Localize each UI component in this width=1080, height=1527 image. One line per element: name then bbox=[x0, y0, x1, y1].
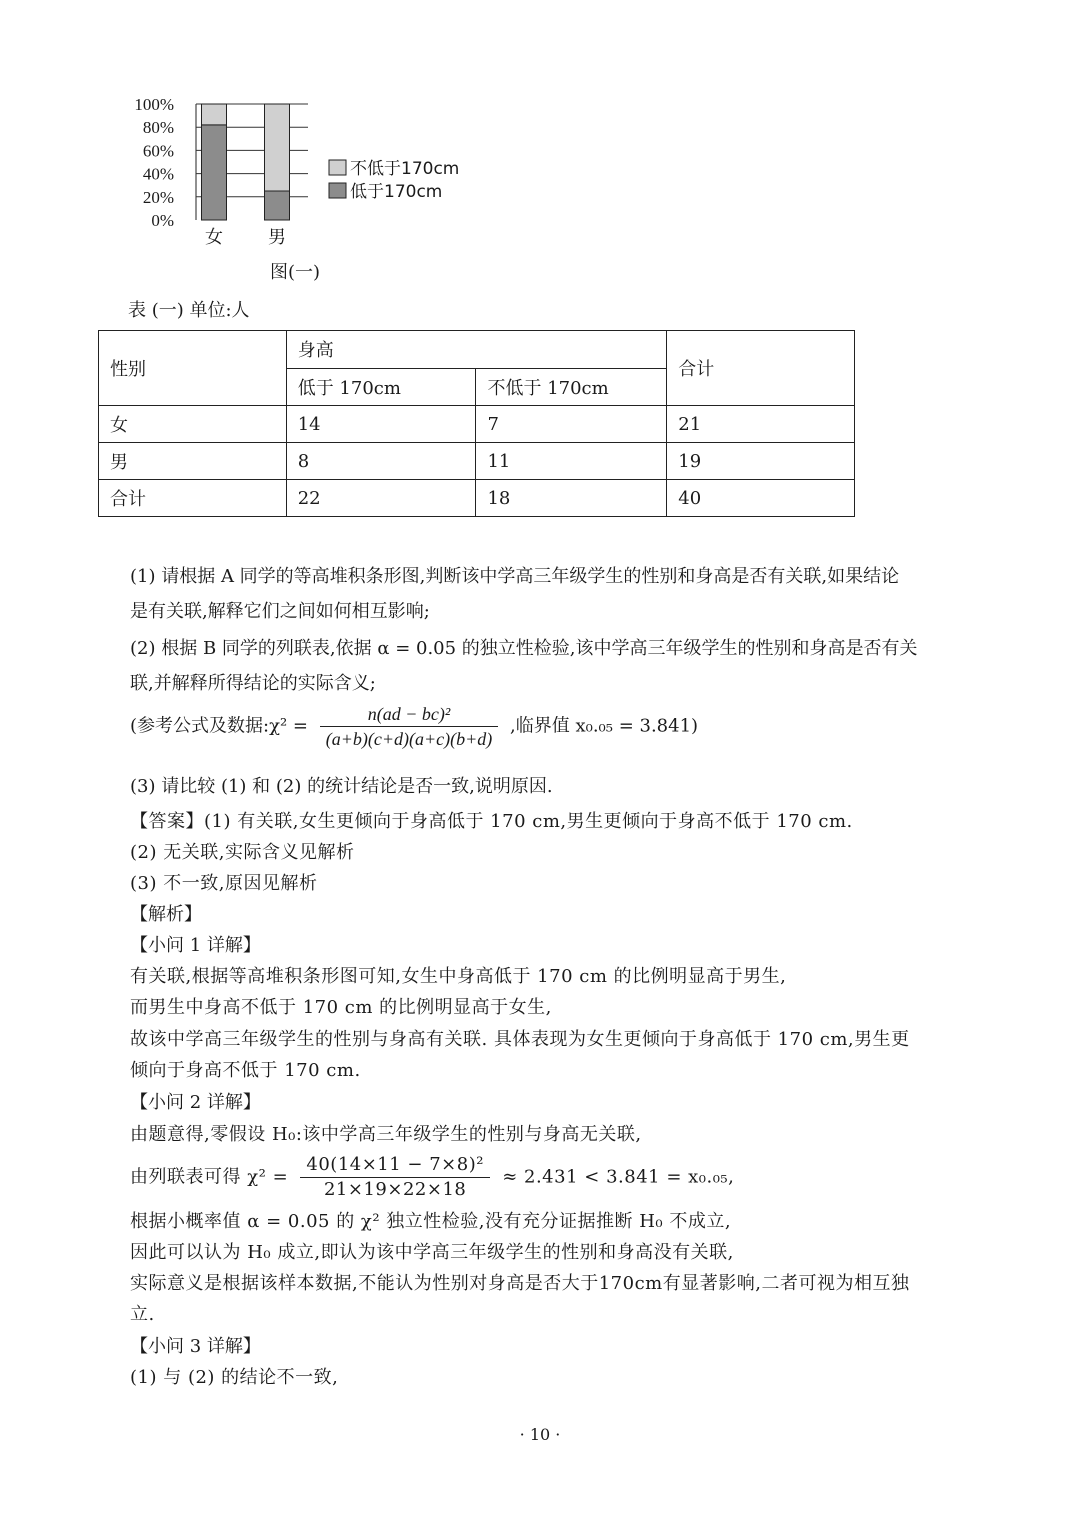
chi-square-fraction bbox=[300, 1156, 490, 1199]
row-label: 男 bbox=[99, 443, 287, 480]
formula-denominator: (a+b)(c+d)(a+c)(b+d) bbox=[325, 729, 493, 749]
figure-caption: 图(一) bbox=[270, 262, 321, 283]
x-tick-label: 男 bbox=[268, 227, 286, 247]
y-tick-label: 20% bbox=[142, 187, 174, 207]
sub3-line-1: (1) 与 (2) 的结论不一致, bbox=[130, 1367, 339, 1388]
table-caption: 表 (一) 单位:人 bbox=[128, 300, 250, 321]
sub2-heading: 【小问 2 详解】 bbox=[130, 1092, 261, 1113]
bar-segment bbox=[202, 104, 227, 125]
header-low: 低于 170cm bbox=[286, 368, 476, 406]
formula-suffix: ,临界值 x₀.₀₅ = 3.841) bbox=[510, 715, 699, 737]
row-label: 女 bbox=[99, 406, 287, 443]
question-1-line-2: 是有关联,解释它们之间如何相互影响; bbox=[130, 601, 430, 622]
y-tick-label: 60% bbox=[142, 141, 174, 161]
sub2-line-4: 因此可以认为 H₀ 成立,即认为该中学高三年级学生的性别和身高没有关联, bbox=[130, 1242, 734, 1263]
legend-swatch bbox=[329, 183, 346, 198]
question-1-line-1: (1) 请根据 A 同学的等高堆积条形图,判断该中学高三年级学生的性别和身高是否有关联,如果结论 bbox=[130, 566, 900, 587]
sub1-line-2: 而男生中身高不低于 170 cm 的比例明显高于女生, bbox=[130, 997, 552, 1018]
cell-high: 18 bbox=[476, 480, 667, 517]
legend-swatch bbox=[329, 160, 346, 175]
header-gender: 性别 bbox=[99, 331, 287, 406]
cell-high: 11 bbox=[476, 443, 667, 480]
legend-label: 不低于170cm bbox=[350, 159, 460, 179]
contingency-table bbox=[98, 330, 855, 517]
sub1-line-1: 有关联,根据等高堆积条形图可知,女生中身高低于 170 cm 的比例明显高于男生, bbox=[130, 966, 787, 987]
legend-label: 低于170cm bbox=[350, 182, 443, 202]
cell-total: 21 bbox=[667, 406, 855, 443]
formula-fraction bbox=[320, 705, 499, 748]
header-total: 合计 bbox=[667, 331, 855, 406]
chi-square-numerator: 40(14×11 − 7×8)² bbox=[300, 1156, 490, 1178]
question-2-line-1: (2) 根据 B 同学的列联表,依据 α = 0.05 的独立性检验,该中学高三年级学生的性别和身高是否有关 bbox=[130, 638, 918, 659]
table-row bbox=[99, 443, 855, 480]
table-row bbox=[99, 406, 855, 443]
sub2-line-5: 实际意义是根据该样本数据,不能认为性别对身高是否大于170cm有显著影响,二者可视为相互独 bbox=[130, 1273, 910, 1294]
formula-numerator: n(ad − bc)² bbox=[320, 705, 499, 727]
cell-high: 7 bbox=[476, 406, 667, 443]
sub1-line-3: 故该中学高三年级学生的性别与身高有关联. 具体表现为女生更倾向于身高低于 170 cm,男生更 bbox=[130, 1029, 910, 1050]
sub2-line-6: 立. bbox=[130, 1304, 155, 1325]
chi-square-suffix: ≈ 2.431 < 3.841 = x₀.₀₅, bbox=[502, 1166, 735, 1188]
sub2-line-3: 根据小概率值 α = 0.05 的 χ² 独立性检验,没有充分证据推断 H₀ 不成立, bbox=[130, 1211, 732, 1232]
sub2-line-2 bbox=[130, 1156, 734, 1199]
sub3-heading: 【小问 3 详解】 bbox=[130, 1336, 261, 1357]
x-tick-label: 女 bbox=[205, 227, 223, 247]
y-tick-label: 40% bbox=[142, 164, 174, 184]
page-number: · 10 · bbox=[519, 1425, 561, 1444]
sub1-line-4: 倾向于身高不低于 170 cm. bbox=[130, 1060, 361, 1081]
header-height: 身高 bbox=[286, 331, 667, 369]
header-high: 不低于 170cm bbox=[476, 368, 667, 406]
sub2-line-1: 由题意得,零假设 H₀:该中学高三年级学生的性别与身高无关联, bbox=[130, 1124, 642, 1145]
cell-total: 40 bbox=[667, 480, 855, 517]
y-tick-label: 0% bbox=[151, 211, 174, 230]
question-2-line-2: 联,并解释所得结论的实际含义; bbox=[130, 673, 376, 694]
sub1-heading: 【小问 1 详解】 bbox=[130, 935, 261, 956]
reference-formula bbox=[130, 705, 698, 748]
bar-segment bbox=[202, 125, 227, 220]
answer-line-3: (3) 不一致,原因见解析 bbox=[130, 873, 318, 894]
answer-line-1: 【答案】(1) 有关联,女生更倾向于身高低于 170 cm,男生更倾向于身高不低于 170 cm. bbox=[130, 811, 853, 832]
chi-square-prefix: 由列联表可得 χ² = bbox=[130, 1166, 289, 1188]
row-label: 合计 bbox=[99, 480, 287, 517]
cell-low: 14 bbox=[286, 406, 476, 443]
cell-total: 19 bbox=[667, 443, 855, 480]
cell-low: 22 bbox=[286, 480, 476, 517]
y-tick-label: 80% bbox=[142, 118, 174, 138]
table-header-row bbox=[99, 331, 855, 369]
chi-square-denominator: 21×19×22×18 bbox=[323, 1179, 467, 1200]
table-row bbox=[99, 480, 855, 517]
formula-prefix: (参考公式及数据:χ² = bbox=[130, 715, 309, 737]
y-tick-label: 100% bbox=[134, 95, 174, 114]
bar-segment bbox=[265, 191, 290, 220]
answer-line-2: (2) 无关联,实际含义见解析 bbox=[130, 842, 355, 863]
question-3: (3) 请比较 (1) 和 (2) 的统计结论是否一致,说明原因. bbox=[130, 776, 553, 797]
analysis-heading: 【解析】 bbox=[130, 904, 202, 925]
bar-segment bbox=[265, 104, 290, 191]
cell-low: 8 bbox=[286, 443, 476, 480]
